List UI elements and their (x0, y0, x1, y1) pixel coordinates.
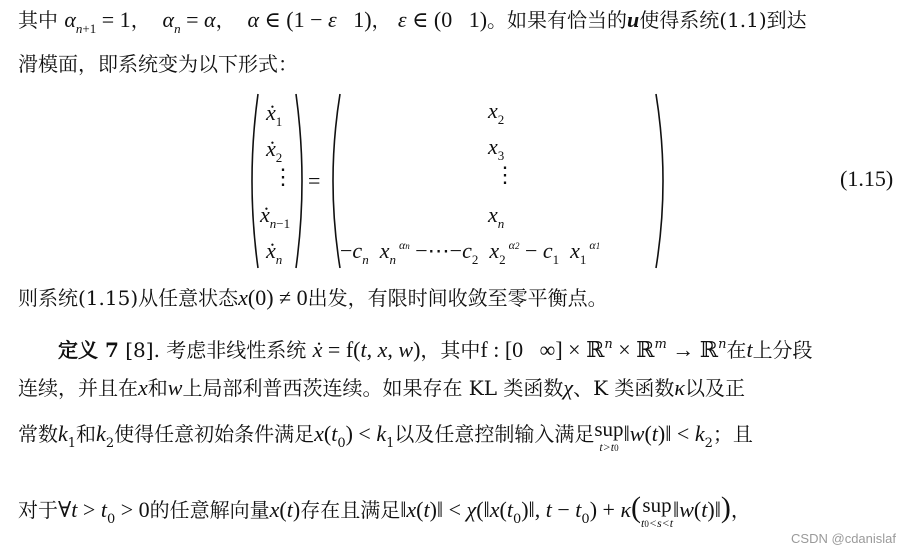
text: 对于 (18, 498, 58, 522)
matrix-equation: ẋ$_1$ ẋ$_2$ ⋮ ẋ$_{n-1}$ ẋ$_n$ = $x_2$ $x_3$ ⋮ $x_n$ $-c_n$ $x_n$ $^{\alpha n} -\cdots-c_2$ $x_2$ $^{\alpha 2} - c_1$ $x_1$ $^{\alpha 1}$ (1.15) (0, 88, 910, 274)
equals-sign: = (308, 168, 321, 193)
text: 连续，并且在 (18, 376, 138, 400)
text: 上局部利普西茨连续。如果存在 KL 类函数 (182, 376, 564, 400)
text: 上分段 (752, 338, 813, 362)
text: 。如果有恰当的 (487, 8, 628, 32)
text: 的任意解向量 (149, 498, 270, 522)
text: 、K 类函数 (573, 376, 675, 400)
text: 则系统(1.15)从任意状态 (18, 286, 239, 310)
text: ， (371, 8, 392, 32)
text: ，其中 (420, 338, 481, 362)
text: 在 (726, 338, 747, 362)
para1-line2: 滑模面，即系统变为以下形式： (18, 52, 298, 76)
equation-number: (1.15) (840, 166, 894, 191)
text: 其中 (18, 8, 58, 32)
text: ， (730, 498, 751, 522)
para2-line: 则系统(1.15)从任意状态x(0) ≠ 0出发，有限时间收敛至零平衡点。 (18, 285, 608, 310)
text: 和 (147, 376, 168, 400)
text: 使得系统(1.1)到达 (639, 8, 807, 32)
text: 考虑非线性系统 (166, 338, 307, 362)
definition-line3: 常数$k_1$和$k_2$使得任意初始条件满足$x(t_0) < k_1$以及任意控制输入满足 sup t>t0 ‖w(t)‖ < $k_2$；且 (18, 416, 753, 454)
watermark: CSDN @cdanislaf (791, 531, 896, 546)
text: 以及任意控制输入满足 (394, 422, 595, 446)
text: ， (215, 8, 236, 32)
text: 常数 (18, 422, 58, 446)
text: 以及正 (684, 376, 745, 400)
text: 使得任意初始条件满足 (114, 422, 315, 446)
reference: [8]. (125, 338, 160, 362)
text: 存在且满足 (300, 498, 401, 522)
text: 和 (76, 422, 97, 446)
definition-line2: 连续，并且在x和w上局部利普西茨连续。如果存在 KL 类函数χ、K 类函数κ以及正 (18, 375, 745, 400)
text: ， (130, 8, 151, 32)
definition-line4: 对于∀t > $t_0 > 0$的任意解向量x(t)存在且满足‖x(t)‖ < $\chi(‖x(t_0)‖$, $t - t_0) + \kappa$( sup t0<s<t ‖w(t)‖)， (18, 491, 751, 530)
text: 出发，有限时间收敛至零平衡点。 (307, 286, 608, 310)
para1-line1: 其中 $\alpha_{n+1} = 1$， $\alpha_n = \alpha$， α ∈ (1 − ε 1)， ε ∈ (0 1)。如果有恰当的u使得系统(1.1)到达 (18, 7, 807, 36)
definition-line1: 定义 7 [8]. 考虑非线性系统 ẋ = f(t, x, w)，其中f : [0 ∞] × ℝ$^n$ × ℝ$^m$ → ℝ$^n$在t上分段 (58, 337, 813, 362)
text: ；且 (712, 422, 753, 446)
definition-label: 定义 7 (58, 338, 119, 362)
